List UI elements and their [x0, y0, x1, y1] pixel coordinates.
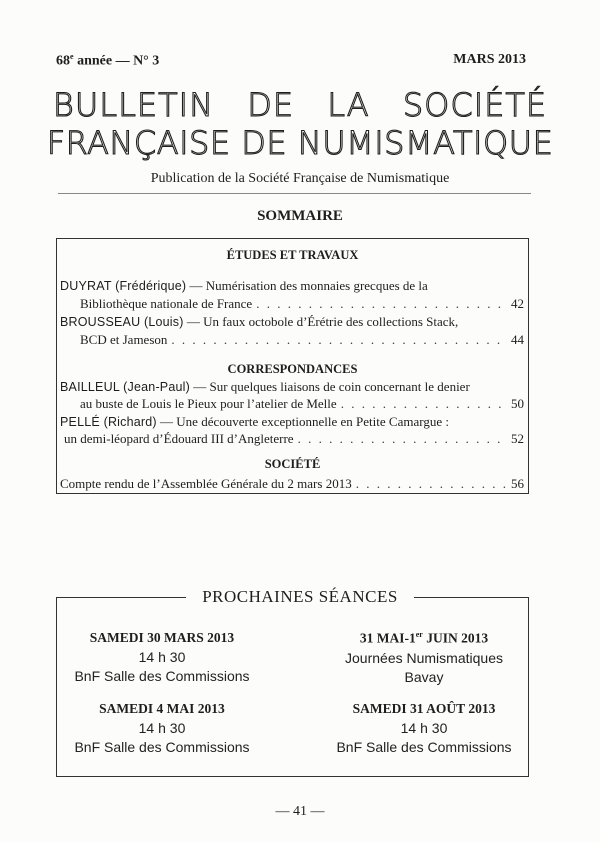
- session-time: 14 h 30: [138, 720, 186, 736]
- summary-heading: SOMMAIRE: [257, 208, 343, 224]
- toc-page: 56: [511, 476, 524, 491]
- toc-title-cont: BCD et Jameson: [80, 332, 168, 347]
- session-place: BnF Salle des Commissions: [74, 739, 250, 755]
- page-number: — 41 —: [275, 804, 325, 819]
- toc-author: PELLÉ (Richard): [60, 415, 157, 429]
- session-time: Journées Numismatiques: [345, 649, 503, 666]
- session-2: [306, 630, 542, 688]
- session-place: Bavay: [404, 668, 444, 685]
- toc-author: BAILLEUL (Jean-Paul): [60, 380, 190, 394]
- toc-entry-4-line2[interactable]: [64, 431, 524, 447]
- session-date: SAMEDI 4 MAI 2013: [99, 701, 225, 716]
- bulletin-title-line2: FRANÇAISE DE NUMISMATIQUE: [46, 124, 554, 162]
- session-place: BnF Salle des Commissions: [74, 668, 250, 684]
- header-divider: [58, 193, 531, 194]
- toc-entry-2-line2[interactable]: [80, 332, 524, 348]
- bulletin-title-line1: BULLETIN DE LA SOCIÉTÉ: [52, 86, 548, 124]
- toc-page: 44: [511, 332, 524, 347]
- leader-dots: [341, 396, 507, 412]
- seances-heading: [0, 587, 600, 607]
- toc-title: — Numérisation des monnaies grecques de la: [186, 278, 428, 293]
- session-date: SAMEDI 31 AOÛT 2013: [352, 701, 496, 716]
- session-date: 31 MAI-1er JUIN 2013: [359, 630, 489, 646]
- session-4: [306, 701, 542, 758]
- publication-subtitle: Publication de la Société Française de Numismatique: [150, 171, 450, 186]
- toc-page: 52: [511, 431, 524, 446]
- section-heading-etudes: ÉTUDES ET TRAVAUX: [226, 248, 359, 262]
- leader-dots: [171, 332, 507, 348]
- toc-entry-3-line2[interactable]: [80, 396, 524, 412]
- issue-date: MARS 2013: [453, 52, 526, 67]
- toc-entry-2-line1: [60, 314, 458, 330]
- toc-title: Compte rendu de l’Assemblée Générale du 2 mars 2013: [60, 476, 352, 491]
- section-heading-societe: SOCIÉTÉ: [264, 457, 321, 471]
- toc-title: — Un faux octobole d’Érétrie des collections Stack,: [183, 314, 459, 329]
- toc-title-cont: Bibliothèque nationale de France: [80, 296, 253, 311]
- leader-dots: [356, 476, 507, 492]
- leader-dots: [298, 431, 507, 447]
- session-time: 14 h 30: [138, 649, 186, 665]
- session-date: SAMEDI 30 MARS 2013: [89, 630, 235, 645]
- toc-entry-1-line1: [60, 278, 428, 294]
- toc-entry-5[interactable]: [60, 476, 524, 492]
- session-time: 14 h 30: [400, 720, 448, 736]
- toc-entry-4-line1: [60, 414, 449, 430]
- toc-title: — Sur quelques liaisons de coin concernant le denier: [190, 379, 470, 394]
- seances-heading-text: PROCHAINES SÉANCES: [186, 587, 414, 606]
- toc-title: — Une découverte exceptionnelle en Petite Camargue :: [156, 414, 449, 429]
- session-place: BnF Salle des Commissions: [336, 739, 512, 755]
- toc-author: BROUSSEAU (Louis): [60, 315, 184, 329]
- toc-page: 42: [511, 296, 524, 311]
- toc-author: DUYRAT (Frédérique): [60, 279, 187, 293]
- issue-number: 68e année — N° 3: [56, 52, 160, 69]
- session-1: [44, 630, 280, 687]
- toc-page: 50: [511, 396, 524, 411]
- section-heading-correspondances: CORRESPONDANCES: [227, 362, 358, 376]
- toc-entry-1-line2[interactable]: [80, 296, 524, 312]
- leader-dots: [256, 296, 507, 312]
- toc-entry-3-line1: [60, 379, 470, 395]
- toc-title-cont: un demi-léopard d’Édouard III d’Angleterre: [64, 431, 294, 446]
- session-3: [44, 701, 280, 758]
- toc-title-cont: au buste de Louis le Pieux pour l’atelier de Melle: [80, 396, 337, 411]
